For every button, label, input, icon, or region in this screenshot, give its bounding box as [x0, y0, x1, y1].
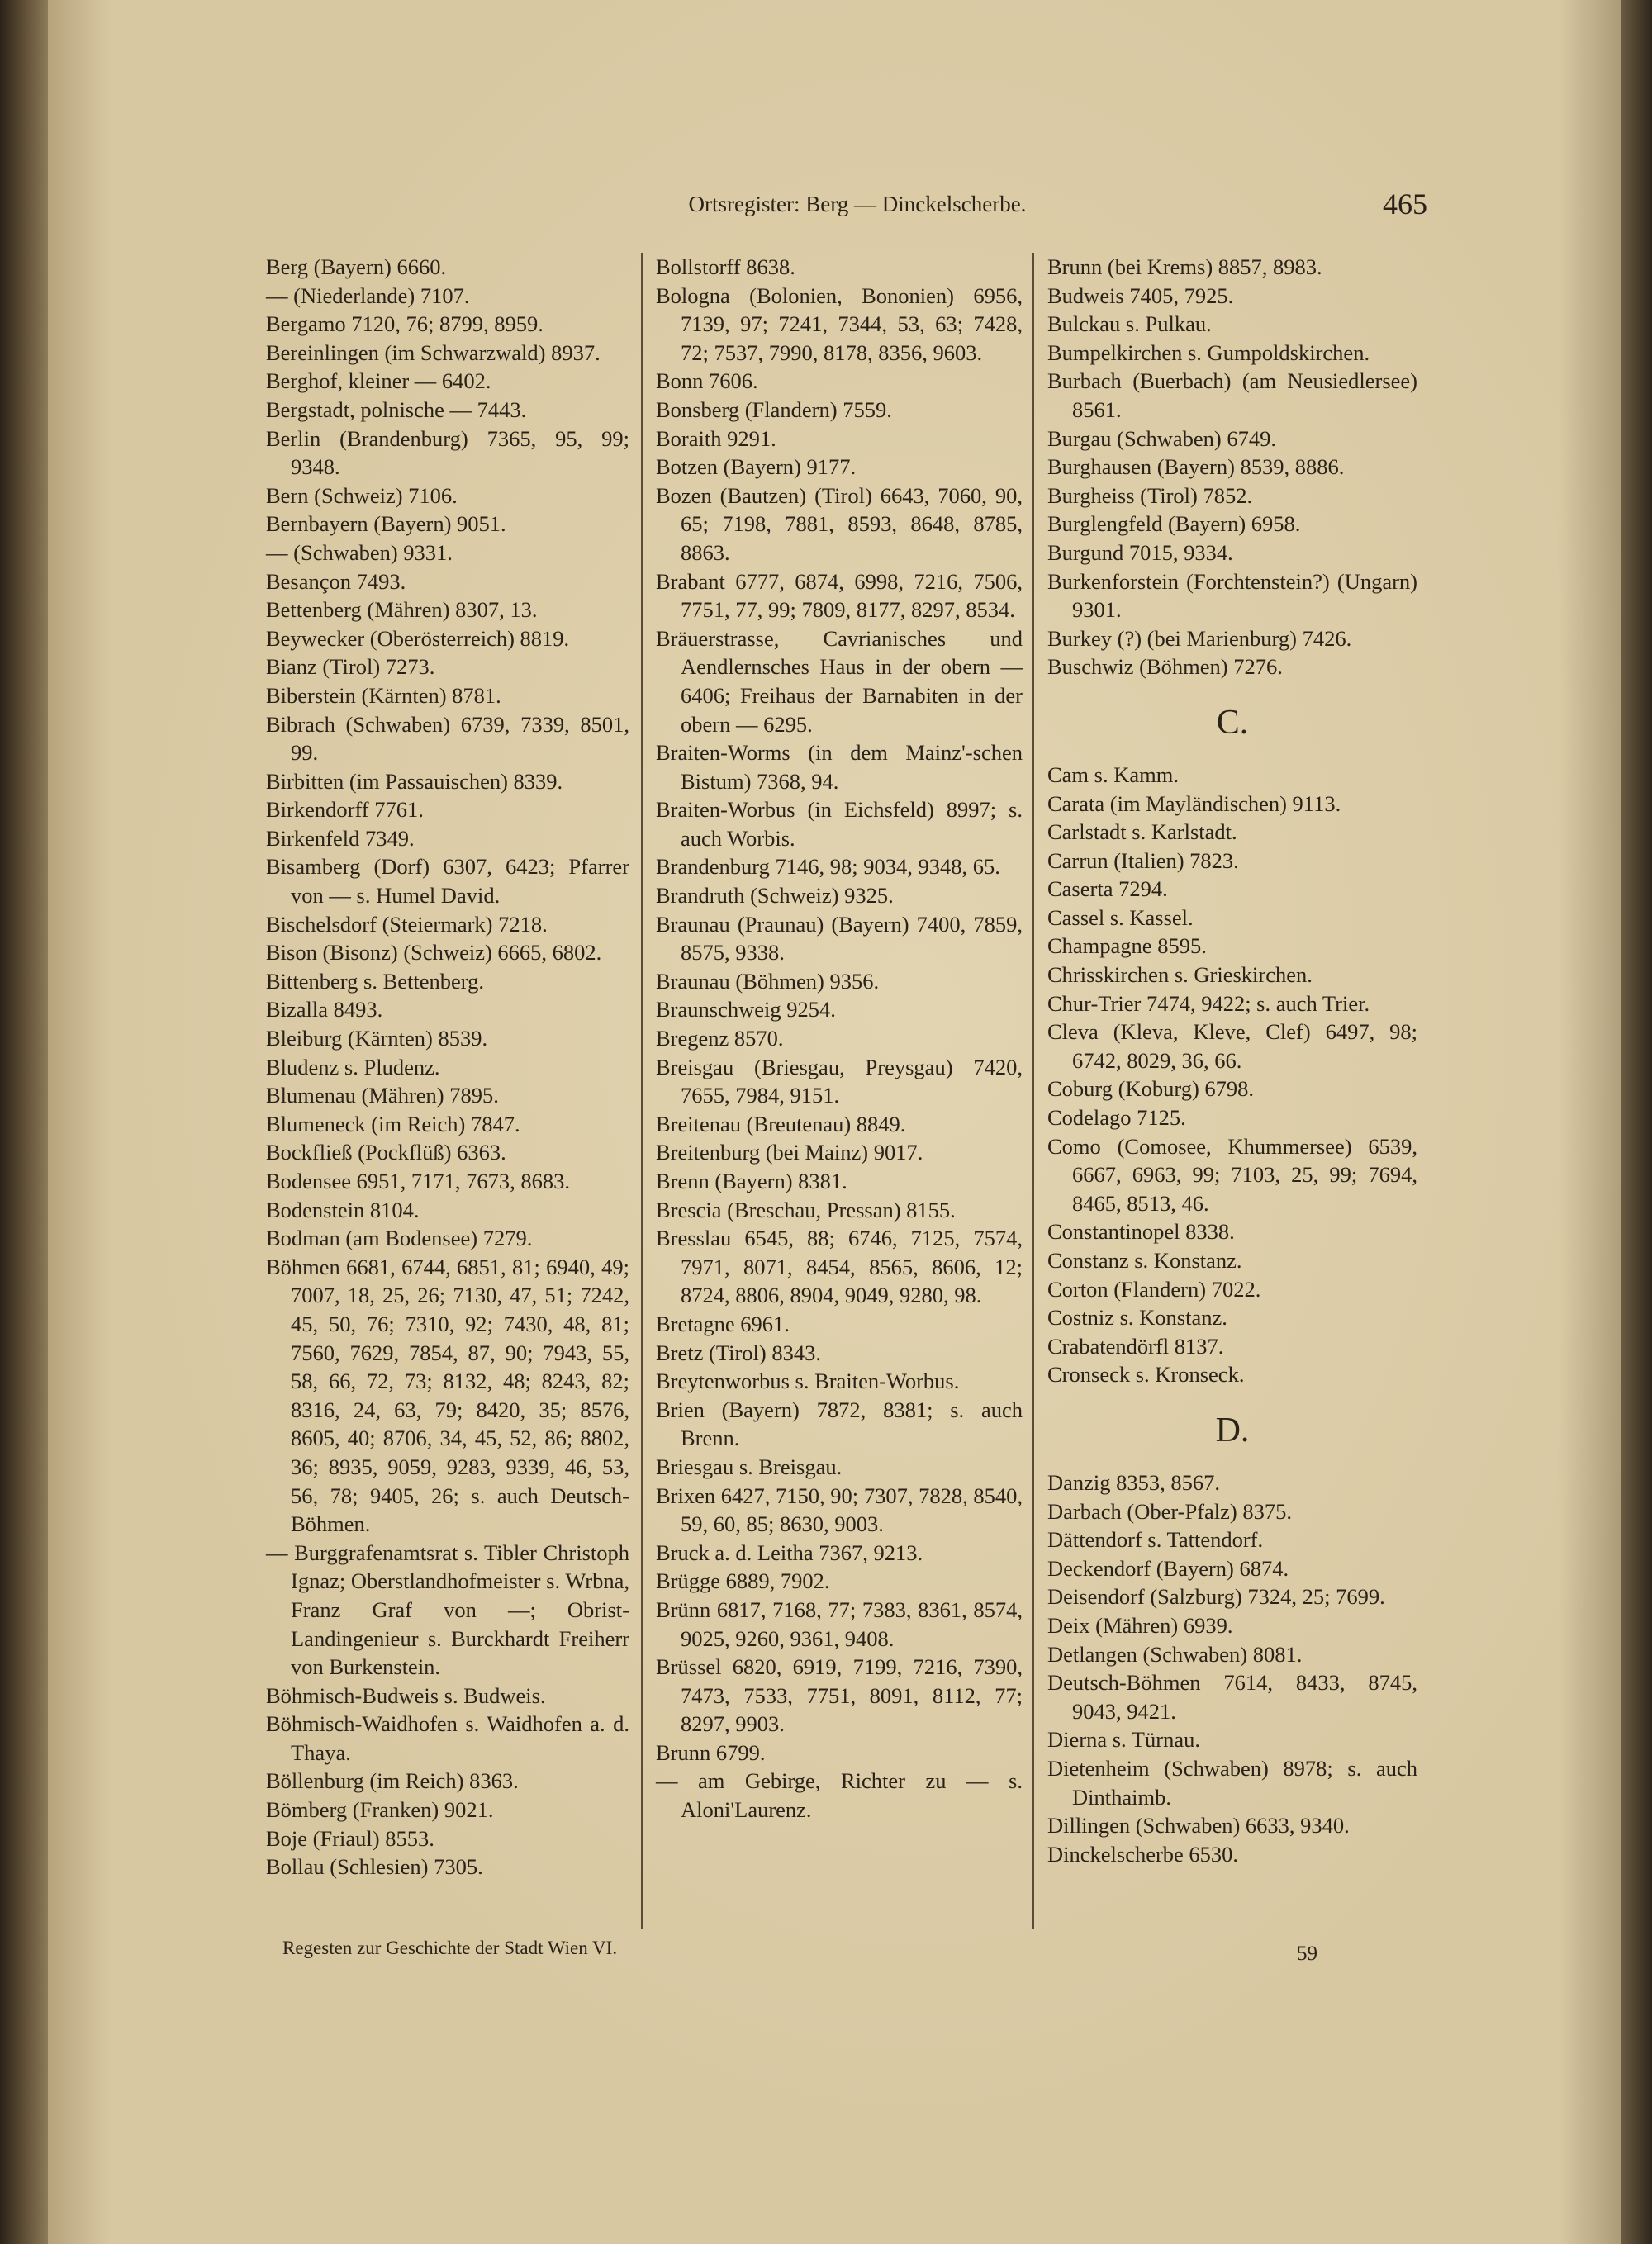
index-entry: Champagne 8595.	[1047, 933, 1207, 959]
index-entry: Bison (Bisonz) (Schweiz) 6665, 6802.	[266, 940, 602, 965]
index-entry: Danzig 8353, 8567.	[1047, 1469, 1221, 1495]
index-entry: Deix (Mähren) 6939.	[1047, 1612, 1233, 1638]
index-entry: Bereinlingen (im Schwarzwald) 8937.	[266, 339, 601, 365]
index-entry: Corton (Flandern) 7022.	[1047, 1276, 1261, 1302]
index-column-3	[1047, 253, 1417, 1868]
footer-series-title: Regesten zur Geschichte der Stadt Wien VI.	[282, 1938, 618, 1958]
index-entry: Bologna (Bolonien, Bononien) 6956, 7139, 97; 7241, 7344, 53, 63; 7428, 72; 7537, 7990, 8178, 8356, 9603.	[656, 282, 1023, 365]
index-entry: Burglengfeld (Bayern) 6958.	[1047, 511, 1301, 537]
index-entry: Bumpelkirchen s. Gumpoldskirchen.	[1047, 339, 1370, 365]
index-entry: Cronseck s. Kronseck.	[1047, 1362, 1245, 1388]
index-entry: Burkenforstein (Forchtenstein?) (Ungarn) 9301.	[1047, 568, 1417, 623]
index-entry: Brabant 6777, 6874, 6998, 7216, 7506, 7751, 77, 99; 7809, 8177, 8297, 8534.	[656, 568, 1023, 623]
index-entry: Brüssel 6820, 6919, 7199, 7216, 7390, 7473, 7533, 7751, 8091, 8112, 77; 8297, 9903.	[656, 1654, 1023, 1737]
index-entry: Bodman (am Bodensee) 7279.	[266, 1226, 533, 1251]
index-entry: Bräuerstrasse, Cavrianisches und Aendlernsches Haus in der obern — 6406; Freihaus der Barnabiten in der obern — 6295.	[656, 625, 1023, 737]
index-entry: Brescia (Breschau, Pressan) 8155.	[656, 1197, 956, 1222]
index-entry: Biberstein (Kärnten) 8781.	[266, 682, 501, 708]
index-column-2	[656, 253, 1023, 1824]
index-entry: Carata (im Mayländischen) 9113.	[1047, 790, 1341, 816]
index-entry: Bömberg (Franken) 9021.	[266, 1797, 494, 1823]
index-entry: Böhmisch-Waidhofen s. Waidhofen a. d. Thaya.	[266, 1711, 629, 1765]
signature-number: 59	[1297, 1943, 1317, 1965]
index-entry: Burbach (Buerbach) (am Neusiedlersee) 8561.	[1047, 368, 1417, 422]
index-entry: Bisamberg (Dorf) 6307, 6423; Pfarrer von — s. Humel David.	[266, 854, 629, 909]
index-entry: Carlstadt s. Karlstadt.	[1047, 819, 1237, 845]
index-entry: Burgheiss (Tirol) 7852.	[1047, 482, 1253, 508]
index-entry: Burghausen (Bayern) 8539, 8886.	[1047, 454, 1345, 480]
index-entry: Bernbayern (Bayern) 9051.	[266, 511, 506, 537]
index-entry: — (Niederlande) 7107.	[266, 282, 470, 308]
index-entry: Berghof, kleiner — 6402.	[266, 368, 491, 394]
index-entry: Böhmen 6681, 6744, 6851, 81; 6940, 49; 7007, 18, 25, 26; 7130, 47, 51; 7242, 45, 50, 76; 7310, 92; 7430, 48, 81; 7560, 7629, 7854, 87, 90; 7943, 55, 58, 66, 72, 73; 8132, 48; 8243, 82; 8316, 24, 63, 79; 8420, 35; 8576, 8605, 40; 8706, 34, 45, 52, 86; 8802, 36; 8935, 9059, 9283, 9339, 46, 53, 56, 78; 9405, 26; s. auch Deutsch-Böhmen.	[266, 1254, 629, 1537]
index-entry: Cleva (Kleva, Kleve, Clef) 6497, 98; 6742, 8029, 36, 66.	[1047, 1019, 1417, 1073]
index-entry: Breitenau (Breutenau) 8849.	[656, 1111, 906, 1136]
index-entry: Caserta 7294.	[1047, 876, 1168, 902]
index-entry: Chrisskirchen s. Grieskirchen.	[1047, 962, 1313, 988]
index-entry: Braunau (Böhmen) 9356.	[656, 968, 880, 994]
index-entry: Braunau (Praunau) (Bayern) 7400, 7859, 8575, 9338.	[656, 911, 1023, 965]
scanned-page	[48, 0, 1621, 2244]
index-entry: Cassel s. Kassel.	[1047, 904, 1194, 930]
index-entry: Bizalla 8493.	[266, 997, 383, 1022]
index-entry: Detlangen (Schwaben) 8081.	[1047, 1641, 1303, 1667]
index-entry: — (Schwaben) 9331.	[266, 539, 453, 565]
index-entry: Berlin (Brandenburg) 7365, 95, 99; 9348.	[266, 425, 629, 480]
page-edge	[1621, 0, 1652, 2244]
index-entry: Böhmisch-Budweis s. Budweis.	[266, 1682, 546, 1708]
index-entry: Braiten-Worms (in dem Mainz'-schen Bistum) 7368, 94.	[656, 740, 1023, 794]
index-entry: Bruck a. d. Leitha 7367, 9213.	[656, 1539, 923, 1565]
index-entry: Bleiburg (Kärnten) 8539.	[266, 1026, 488, 1051]
book-spine	[0, 0, 48, 2244]
index-entry: Bodensee 6951, 7171, 7673, 8683.	[266, 1169, 571, 1193]
index-entry: Bresslau 6545, 88; 6746, 7125, 7574, 7971, 8071, 8454, 8565, 8606, 12; 8724, 8806, 8904, 9049, 9280, 98.	[656, 1226, 1023, 1308]
index-entry: Brünn 6817, 7168, 77; 7383, 8361, 8574, 9025, 9260, 9361, 9408.	[656, 1596, 1023, 1651]
index-entry: Bodenstein 8104.	[266, 1197, 420, 1222]
index-entry: Bischelsdorf (Steiermark) 7218.	[266, 911, 548, 937]
index-entry: Breisgau (Briesgau, Preysgau) 7420, 7655, 7984, 9151.	[656, 1054, 1023, 1108]
index-entry: Burkey (?) (bei Marienburg) 7426.	[1047, 625, 1352, 651]
index-entry: Bern (Schweiz) 7106.	[266, 482, 458, 508]
index-entry: Brunn (bei Krems) 8857, 8983.	[1047, 254, 1322, 279]
index-entry: Bollstorff 8638.	[656, 254, 795, 279]
index-entry: Brixen 6427, 7150, 90; 7307, 7828, 8540, 59, 60, 85; 8630, 9003.	[656, 1483, 1023, 1537]
index-entry: Brandruth (Schweiz) 9325.	[656, 883, 894, 909]
index-entry: Burgund 7015, 9334.	[1047, 539, 1233, 565]
index-entry: Chur-Trier 7474, 9422; s. auch Trier.	[1047, 990, 1370, 1016]
index-entry: Blumeneck (im Reich) 7847.	[266, 1111, 520, 1136]
index-entry: Deckendorf (Bayern) 6874.	[1047, 1555, 1289, 1581]
index-entry: Carrun (Italien) 7823.	[1047, 847, 1239, 873]
index-entry: Bozen (Bautzen) (Tirol) 6643, 7060, 90, 65; 7198, 7881, 8593, 8648, 8785, 8863.	[656, 482, 1023, 565]
index-entry: Bollau (Schlesien) 7305.	[266, 1854, 483, 1880]
index-entry: Dinckelscherbe 6530.	[1047, 1841, 1239, 1867]
column-rule	[1032, 253, 1034, 1929]
index-entry: Botzen (Bayern) 9177.	[656, 454, 857, 480]
column-rule	[641, 253, 643, 1929]
index-entry: Blumenau (Mähren) 7895.	[266, 1083, 499, 1108]
index-entry: Bretagne 6961.	[656, 1311, 790, 1336]
index-entry: Como (Comosee, Khummersee) 6539, 6667, 6963, 99; 7103, 25, 99; 7694, 8465, 8513, 46.	[1047, 1133, 1417, 1216]
index-entry: Brien (Bayern) 7872, 8381; s. auch Brenn.	[656, 1397, 1023, 1451]
index-entry: Bettenberg (Mähren) 8307, 13.	[266, 597, 538, 623]
index-entry: Bregenz 8570.	[656, 1026, 784, 1051]
index-entry: Dierna s. Türnau.	[1047, 1727, 1200, 1753]
index-entry: Costniz s. Konstanz.	[1047, 1305, 1227, 1331]
section-letter-c: C.	[1216, 703, 1249, 742]
page-number: 465	[1383, 187, 1427, 221]
index-entry: Burgau (Schwaben) 6749.	[1047, 425, 1276, 451]
index-entry: Birkendorff 7761.	[266, 797, 424, 823]
index-entry: Codelago 7125.	[1047, 1105, 1186, 1131]
index-column-1	[266, 253, 629, 1881]
index-entry: Constanz s. Konstanz.	[1047, 1248, 1242, 1273]
index-entry: — Burggrafenamtsrat s. Tibler Christoph Ignaz; Oberstlandhofmeister s. Wrbna, Franz Graf von —; Obrist-Landingenieur s. Burckhardt Freiherr von Burkenstein.	[266, 1539, 629, 1680]
index-entry: Buschwiz (Böhmen) 7276.	[1047, 654, 1283, 680]
index-entry: Boraith 9291.	[656, 425, 776, 451]
index-entry: Bludenz s. Pludenz.	[266, 1054, 440, 1079]
index-entry: Crabatendörfl 8137.	[1047, 1333, 1224, 1359]
index-entry: Brenn (Bayern) 8381.	[656, 1169, 847, 1193]
index-entry: Bergamo 7120, 76; 8799, 8959.	[266, 311, 544, 337]
index-entry: Bockfließ (Pockflüß) 6363.	[266, 1140, 506, 1165]
index-entry: Bretz (Tirol) 8343.	[656, 1340, 821, 1365]
index-entry: Braiten-Worbus (in Eichsfeld) 8997; s. auch Worbis.	[656, 797, 1023, 851]
index-entry: Deisendorf (Salzburg) 7324, 25; 7699.	[1047, 1584, 1385, 1610]
running-title: Ortsregister: Berg — Dinckelscherbe.	[688, 192, 1027, 216]
index-entry: Dättendorf s. Tattendorf.	[1047, 1527, 1264, 1553]
index-entry: Briesgau s. Breisgau.	[656, 1454, 843, 1479]
index-entry: Brandenburg 7146, 98; 9034, 9348, 65.	[656, 854, 1000, 880]
index-entry: Constantinopel 8338.	[1047, 1219, 1235, 1245]
index-entry: Berg (Bayern) 6660.	[266, 254, 447, 279]
index-entry: Böllenburg (im Reich) 8363.	[266, 1768, 519, 1794]
index-entry: Dillingen (Schwaben) 6633, 9340.	[1047, 1813, 1350, 1838]
index-entry: Braunschweig 9254.	[656, 997, 836, 1022]
index-entry: Bergstadt, polnische — 7443.	[266, 396, 527, 422]
index-entry: Dietenheim (Schwaben) 8978; s. auch Dinthaimb.	[1047, 1755, 1417, 1810]
index-entry: Birkenfeld 7349.	[266, 825, 415, 851]
index-entry: Beywecker (Oberösterreich) 8819.	[266, 625, 570, 651]
index-entry: Coburg (Koburg) 6798.	[1047, 1076, 1255, 1102]
index-entry: — am Gebirge, Richter zu — s. Aloni'Laurenz.	[656, 1768, 1023, 1823]
index-entry: Brügge 6889, 7902.	[656, 1568, 830, 1594]
index-entry: Bulckau s. Pulkau.	[1047, 311, 1212, 337]
index-entry: Bonn 7606.	[656, 368, 758, 394]
index-entry: Boje (Friaul) 8553.	[266, 1825, 434, 1851]
index-entry: Bonsberg (Flandern) 7559.	[656, 396, 892, 422]
index-entry: Bibrach (Schwaben) 6739, 7339, 8501, 99.	[266, 711, 629, 766]
index-entry: Budweis 7405, 7925.	[1047, 282, 1234, 308]
index-entry: Breytenworbus s. Braiten-Worbus.	[656, 1369, 960, 1394]
index-entry: Deutsch-Böhmen 7614, 8433, 8745, 9043, 9421.	[1047, 1670, 1417, 1724]
index-entry: Bittenberg s. Bettenberg.	[266, 968, 484, 994]
index-entry: Birbitten (im Passauischen) 8339.	[266, 768, 563, 794]
index-entry: Cam s. Kamm.	[1047, 761, 1179, 787]
index-entry: Darbach (Ober-Pfalz) 8375.	[1047, 1498, 1292, 1524]
index-entry: Brunn 6799.	[656, 1739, 766, 1765]
section-letter-d: D.	[1215, 1411, 1250, 1449]
index-entry: Bianz (Tirol) 7273.	[266, 654, 435, 680]
index-entry: Besançon 7493.	[266, 568, 406, 594]
index-entry: Breitenburg (bei Mainz) 9017.	[656, 1140, 923, 1165]
